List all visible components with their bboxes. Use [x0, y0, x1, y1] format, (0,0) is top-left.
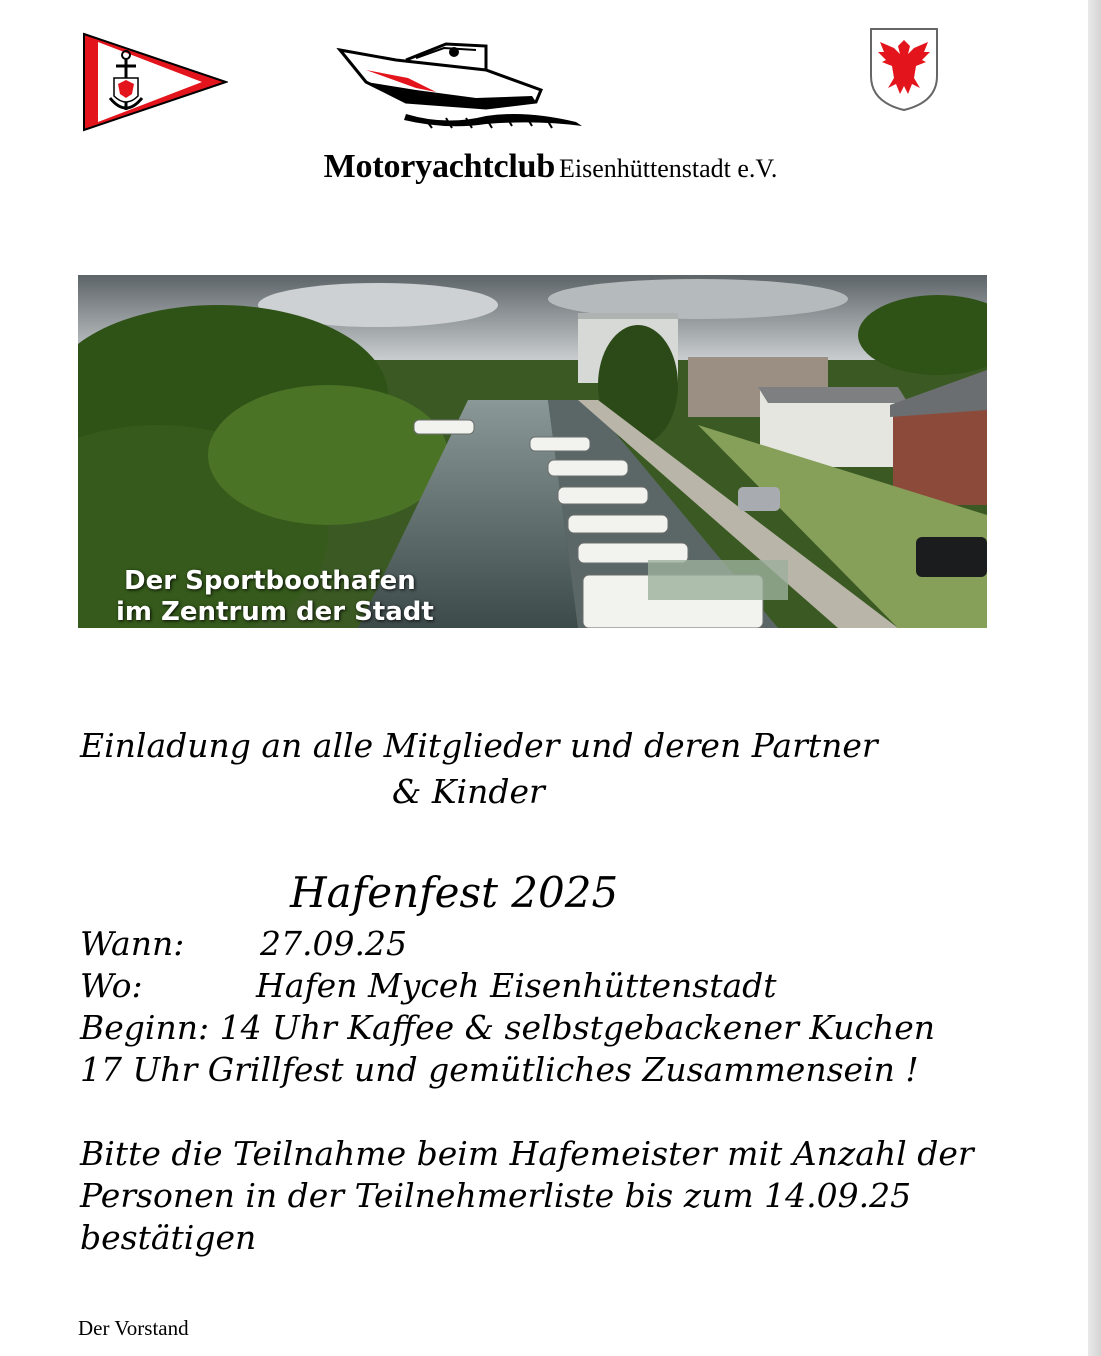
event-where-label: Wo:: [80, 966, 143, 1005]
invitation-line-2: & Kinder: [392, 772, 545, 811]
event-title: Hafenfest 2025: [290, 868, 619, 917]
event-when-value: 27.09.25: [260, 924, 407, 963]
confirmation-line-3: bestätigen: [80, 1218, 257, 1257]
club-name-bold: Motoryachtclub: [323, 148, 556, 185]
photo-caption-line-1: Der Sportboothafen: [124, 566, 416, 596]
event-where-row: [80, 966, 777, 1005]
pennant-letter: H: [87, 111, 95, 123]
photo-caption: [116, 566, 434, 628]
harbour-photo: [78, 275, 987, 628]
event-when-label: Wann:: [80, 924, 185, 963]
pennant-letter: Y: [87, 60, 95, 72]
club-name-rest: Eisenhüttenstadt e.V.: [559, 154, 778, 183]
speedboat-illustration: [336, 30, 586, 130]
signoff: Der Vorstand: [78, 1316, 189, 1340]
pennant-letter: M: [87, 43, 97, 55]
event-grill-line: 17 Uhr Grillfest und gemütliches Zusammensein !: [80, 1050, 919, 1089]
invitation-line-1: Einladung an alle Mitglieder und deren Partner: [80, 726, 878, 765]
pennant-letter: C: [87, 77, 95, 89]
page-edge: [1088, 0, 1101, 1356]
photo-caption-line-2: im Zentrum der Stadt: [116, 597, 434, 627]
eagle-shield-icon: [114, 78, 138, 102]
confirmation-line-2: Personen in der Teilnehmerliste bis zum 14.09.25: [80, 1176, 912, 1215]
event-when-row: [80, 924, 407, 963]
club-title: [0, 148, 1101, 186]
pennant-letter: E: [87, 94, 95, 106]
confirmation-line-1: Bitte die Teilnahme beim Hafemeister mit Anzahl der: [80, 1134, 974, 1173]
brandenburg-eagle-shield: [868, 26, 940, 112]
club-pennant-logo: [82, 32, 228, 132]
event-where-value: Hafen Myceh Eisenhüttenstadt: [256, 966, 777, 1005]
event-begin-line: Beginn: 14 Uhr Kaffee & selbstgebackener Kuchen: [80, 1008, 936, 1047]
